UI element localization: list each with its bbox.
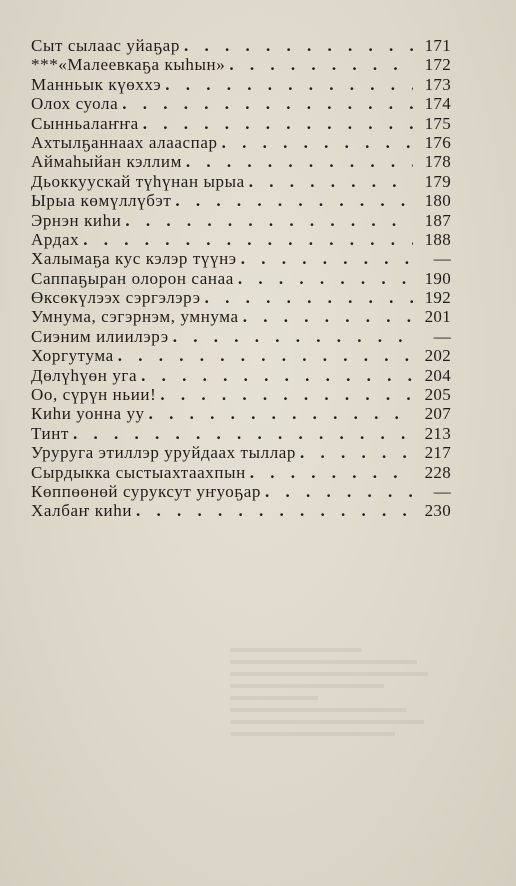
toc-entry-title: ***«Малеевкаҕа кыһын» xyxy=(31,55,226,75)
toc-entry xyxy=(31,55,451,74)
toc-entry-page: 178 xyxy=(424,152,451,172)
toc-entry xyxy=(31,75,451,94)
toc-entry xyxy=(31,424,451,443)
toc-entry-page: 207 xyxy=(424,404,451,424)
toc-entry-title: Хоргутума xyxy=(31,346,114,366)
toc-entry-title: Киһи уонна уу xyxy=(31,404,145,424)
toc-entry-page: 188 xyxy=(424,229,451,249)
dot-leader xyxy=(143,114,413,133)
toc-entry xyxy=(31,191,451,210)
toc-entry xyxy=(31,366,451,385)
toc-entry-page: 205 xyxy=(424,385,451,405)
toc-entry-title: Сиэним илиилэрэ xyxy=(31,326,169,346)
dot-leader xyxy=(265,482,413,501)
show-through-text xyxy=(230,640,450,790)
dot-leader xyxy=(243,307,413,326)
toc-entry-title: Сырдыкка сыстыахтаахпын xyxy=(31,462,246,482)
toc-entry-title: Эрнэн киһи xyxy=(31,210,122,230)
toc-entry xyxy=(31,385,451,404)
dot-leader xyxy=(173,327,413,346)
toc-entry-page: — xyxy=(433,249,451,269)
toc-entry-page: 179 xyxy=(424,171,451,191)
toc-entry-page: — xyxy=(433,481,451,501)
toc-entry-page: 192 xyxy=(424,288,451,308)
dot-leader xyxy=(300,443,413,462)
dot-leader xyxy=(184,36,413,55)
dot-leader xyxy=(122,94,413,113)
toc-entry-page: 187 xyxy=(424,210,451,230)
toc-entry-title: Дьоккуускай түһүнан ырыа xyxy=(31,171,245,191)
toc-entry-title: Манньык күөххэ xyxy=(31,74,162,94)
toc-entry-title: Олох суола xyxy=(31,94,119,114)
toc-entry-page: 213 xyxy=(424,423,451,443)
dot-leader xyxy=(160,385,413,404)
toc-entry xyxy=(31,36,451,55)
toc-entry-page: 175 xyxy=(424,113,451,133)
toc-entry xyxy=(31,133,451,152)
toc-entry-title: Халымаҕа кус кэлэр түүнэ xyxy=(31,249,237,269)
toc-entry-title: Ахтылҕаннаах алааспар xyxy=(31,132,218,152)
toc-entry xyxy=(31,463,451,482)
dot-leader xyxy=(186,152,413,171)
toc-entry xyxy=(31,211,451,230)
dot-leader xyxy=(118,346,413,365)
toc-entry-title: Сынньалаҥҥа xyxy=(31,113,139,133)
toc-entry xyxy=(31,327,451,346)
toc-entry xyxy=(31,443,451,462)
toc-entry xyxy=(31,404,451,423)
toc-entry-title: Тинт xyxy=(31,423,69,443)
toc-entry-page: 174 xyxy=(424,94,451,114)
toc-entry-title: Көппөөнөй суруксут уҥуоҕар xyxy=(31,481,261,501)
dot-leader xyxy=(125,211,413,230)
toc-entry-title: Дөлүһүөн уга xyxy=(31,365,138,385)
toc-entry-title: Оо, сүрүн ньии! xyxy=(31,385,157,405)
toc-entry xyxy=(31,307,451,326)
toc-entry-title: Уруруга этиллэр уруйдаах тыллар xyxy=(31,443,297,463)
toc-entry-page: 173 xyxy=(424,74,451,94)
toc-entry xyxy=(31,230,451,249)
toc-entry-page: 204 xyxy=(424,365,451,385)
dot-leader xyxy=(141,366,413,385)
dot-leader xyxy=(73,424,413,443)
toc-entry-title: Халбаҥ киһи xyxy=(31,501,133,521)
toc-entry-page: 190 xyxy=(424,268,451,288)
dot-leader xyxy=(149,404,413,423)
dot-leader xyxy=(136,501,413,520)
toc-entry xyxy=(31,482,451,501)
dot-leader xyxy=(222,133,413,152)
toc-entry xyxy=(31,114,451,133)
toc-entry-page: 176 xyxy=(424,132,451,152)
table-of-contents xyxy=(31,36,451,521)
toc-entry-page: 201 xyxy=(424,307,451,327)
toc-entry-page: 171 xyxy=(424,36,451,55)
toc-entry-title: Саппаҕыран олорон санаа xyxy=(31,268,234,288)
toc-entry-page: — xyxy=(433,326,451,346)
toc-entry-title: Аймаһыйан кэллим xyxy=(31,152,182,172)
dot-leader xyxy=(250,463,413,482)
toc-entry xyxy=(31,94,451,113)
toc-entry-page: 172 xyxy=(424,55,451,75)
toc-entry xyxy=(31,346,451,365)
toc-entry-page: 180 xyxy=(424,191,451,211)
toc-entry-page: 217 xyxy=(424,443,451,463)
dot-leader xyxy=(238,269,413,288)
toc-entry-title: Өксөкүлээх сэргэлэрэ xyxy=(31,288,201,308)
toc-entry xyxy=(31,288,451,307)
dot-leader xyxy=(205,288,413,307)
toc-entry xyxy=(31,172,451,191)
toc-entry xyxy=(31,501,451,520)
toc-entry-title: Ырыа көмүллүбэт xyxy=(31,191,172,211)
dot-leader xyxy=(83,230,413,249)
dot-leader xyxy=(241,249,413,268)
dot-leader xyxy=(175,191,413,210)
toc-entry xyxy=(31,269,451,288)
toc-entry-page: 230 xyxy=(424,501,451,521)
toc-entry-page: 228 xyxy=(424,462,451,482)
toc-entry-title: Ардах xyxy=(31,229,80,249)
toc-entry-title: Сыт сылаас уйаҕар xyxy=(31,36,180,55)
toc-entry xyxy=(31,249,451,268)
toc-entry-title: Умнума, сэгэрнэм, умнума xyxy=(31,307,239,327)
dot-leader xyxy=(249,172,413,191)
dot-leader xyxy=(229,55,413,74)
dot-leader xyxy=(165,75,413,94)
toc-entry xyxy=(31,152,451,171)
toc-entry-page: 202 xyxy=(424,346,451,366)
